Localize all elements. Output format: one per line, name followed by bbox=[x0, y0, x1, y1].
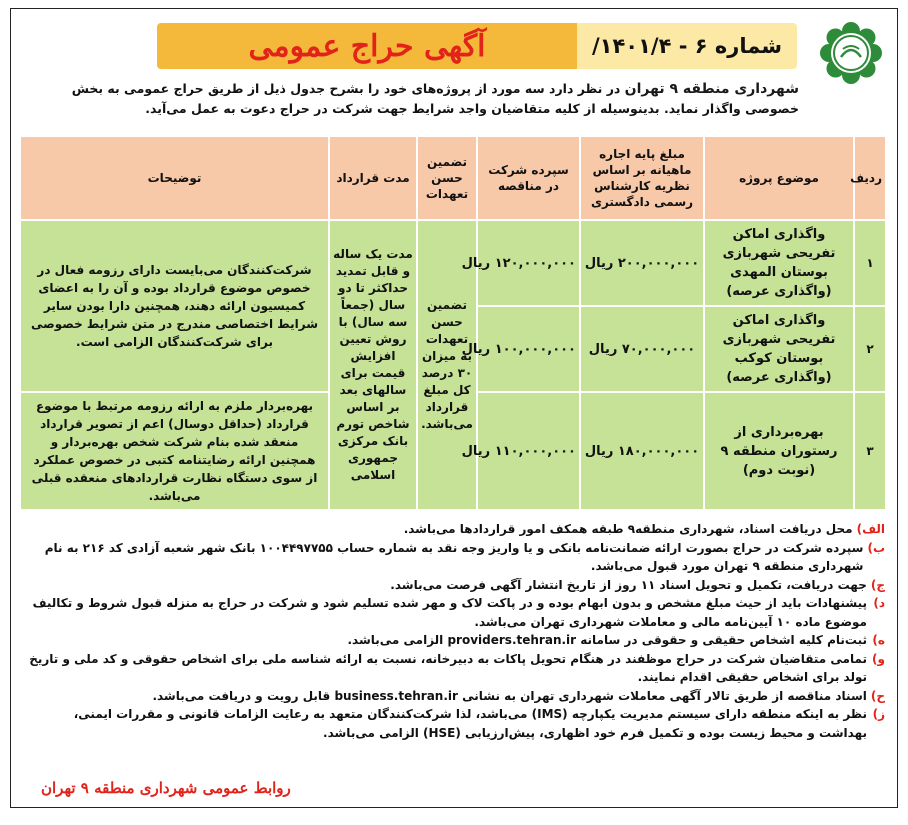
base-rent-value: ۲۰۰,۰۰۰,۰۰۰ ریال bbox=[580, 220, 704, 306]
header-deposit: سپرده شرکت در مناقصه bbox=[477, 136, 580, 220]
condition-item bbox=[23, 576, 885, 595]
condition-text: ثبت‌نام کلیه اشخاص حقیقی و حقوقی در سامانه providers.tehran.ir الزامی می‌باشد. bbox=[347, 633, 867, 647]
organization-name: شهرداری منطقه ۹ تهران bbox=[624, 81, 799, 97]
intro-text: در نظر دارد سه مورد از پروژه‌های خود را بشرح جدول ذیل از طریق حراج عمومی به بخش خصوصی واگذار نماید. بدینوسیله از کلیه متقاضیان واجد شرایط جهت شرکت در حراج دعوت به عمل می‌آید. bbox=[71, 81, 799, 116]
condition-letter: ز) bbox=[872, 707, 885, 721]
condition-text: پیشنهادات باید از حیث مبلغ مشخص و بدون ابهام بوده و در پاکت لاک و مهر شده تسلیم شود و شرکت در حراج به منزله قبول شروط و تکالیف موضوع ماده ۱۰ آیین‌نامه مالی و معاملات شهرداری تهران می‌باشد. bbox=[32, 596, 867, 629]
condition-item bbox=[23, 594, 885, 631]
row-number: ۲ bbox=[854, 306, 886, 392]
condition-text: محل دریافت اسناد، شهرداری منطقه۹ طبقه همکف امور قراردادها می‌باشد. bbox=[403, 522, 853, 536]
condition-text: تمامی متقاضیان شرکت در حراج موظفند در هنگام تحویل پاکات به دبیرخانه، نسبت به ارائه شناسه ملی برای اشخاص حقوقی و کد ملی و تاریخ تولد برای اشخاص حقیقی اقدام نمایند. bbox=[29, 651, 867, 684]
intro-paragraph bbox=[21, 79, 799, 119]
header-duration: مدت قرارداد bbox=[329, 136, 417, 220]
header-subject: موضوع پروژه bbox=[704, 136, 854, 220]
base-rent-value: ۷۰,۰۰۰,۰۰۰ ریال bbox=[580, 306, 704, 392]
condition-letter: د) bbox=[873, 596, 885, 610]
guarantee-cell: تضمین حسن تعهدات به میزان ۳۰ درصد کل مبلغ قرارداد می‌باشد. bbox=[417, 220, 477, 510]
condition-text: نظر به اینکه منطقه دارای سیستم مدیریت یکپارچه (IMS) می‌باشد، لذا شرکت‌کنندگان متعهد به رعایت الزامات قانونی و مقررات ایمنی، بهداشت و محیط زیست بوده و تکمیل فرم خود اظهاری، پیش‌ارزیابی (HSE) الزامی می‌باشد. bbox=[73, 707, 867, 740]
deposit-value: ۱۲۰,۰۰۰,۰۰۰ ریال bbox=[477, 220, 580, 306]
table-header-row bbox=[20, 136, 886, 220]
table-row bbox=[20, 220, 886, 306]
ad-number: شماره ۶ - ۱۴۰۱/۴/ bbox=[577, 23, 797, 69]
condition-item bbox=[23, 650, 885, 687]
project-subject: واگذاری اماکن تفریحی شهربازی بوستان المهدی (واگذاری عرصه) bbox=[704, 220, 854, 306]
page-title: آگهی حراج عمومی bbox=[157, 23, 577, 69]
notes-cell-1: شرکت‌کنندگان می‌بایست دارای رزومه فعال در خصوص موضوع قرارداد بوده و آن را به اعضای کمیسیون ارائه دهند، همچنین دارا بودن سایر شرایط اختصاصی مندرج در متن شرایط خصوصی برای شرکت‌کنندگان الزامی است. bbox=[20, 220, 329, 392]
notes-cell-2: بهره‌بردار ملزم به ارائه رزومه مرتبط با موضوع قرارداد (حداقل دوسال) اعم از تصویر قرارداد منعقد شده بنام شرکت شخص بهره‌بردار و همچنین ارائه رضایتنامه کتبی در خصوص عملکرد از سوی دستگاه نظارت قراردادهای منعقده قبلی می‌باشد. bbox=[20, 392, 329, 510]
condition-item bbox=[23, 520, 885, 539]
project-subject: واگذاری اماکن تفریحی شهربازی بوستان کوکب (واگذاری عرصه) bbox=[704, 306, 854, 392]
duration-cell: مدت یک ساله و قابل تمدید حداکثر تا دو سال (جمعاً سه سال) با روش تعیین افزایش قیمت برای سالهای بعد بر اساس شاخص تورم بانک مرکزی جمهوری اسلامی bbox=[329, 220, 417, 510]
footer-signature: روابط عمومی شهرداری منطقه ۹ تهران bbox=[41, 779, 291, 797]
condition-item bbox=[23, 705, 885, 742]
header-guarantee: تضمین حسن تعهدات bbox=[417, 136, 477, 220]
condition-item bbox=[23, 687, 885, 706]
conditions-list bbox=[23, 520, 885, 742]
condition-item bbox=[23, 539, 885, 576]
advertisement-page bbox=[10, 8, 898, 808]
condition-letter: ج) bbox=[870, 577, 885, 592]
condition-item bbox=[23, 631, 885, 650]
projects-table bbox=[19, 135, 887, 511]
row-number: ۳ bbox=[854, 392, 886, 510]
condition-text: جهت دریافت، تکمیل و تحویل اسناد ۱۱ روز از تاریخ انتشار آگهی فرصت می‌باشد. bbox=[390, 577, 867, 592]
condition-text: سپرده شرکت در حراج بصورت ارائه ضمانت‌نامه بانکی و یا واریز وجه نقد به شماره حساب ۱۰۰۴۴۹۷۷۵۵ بانک شهر شعبه آزادی کد ۲۱۶ به نام شهرداری منطقه ۹ تهران مورد قبول می‌باشد. bbox=[44, 540, 864, 573]
condition-letter: الف) bbox=[856, 522, 885, 536]
deposit-value: ۱۰۰,۰۰۰,۰۰۰ ریال bbox=[477, 306, 580, 392]
row-number: ۱ bbox=[854, 220, 886, 306]
condition-letter: و) bbox=[872, 651, 885, 666]
condition-text: اسناد مناقصه از طریق تالار آگهی معاملات شهرداری تهران به نشانی business.tehran.ir قابل رویت و دریافت می‌باشد. bbox=[152, 688, 867, 703]
header-notes: توضیحات bbox=[20, 136, 329, 220]
deposit-value: ۱۱۰,۰۰۰,۰۰۰ ریال bbox=[477, 392, 580, 510]
header-base-rent: مبلغ پایه اجاره ماهیانه بر اساس نظریه کارشناس رسمی دادگستری bbox=[580, 136, 704, 220]
project-subject: بهره‌برداری از رستوران منطقه ۹ (نوبت دوم) bbox=[704, 392, 854, 510]
condition-letter: ه) bbox=[872, 633, 885, 647]
title-banner bbox=[157, 23, 797, 69]
condition-letter: ب) bbox=[867, 540, 885, 555]
condition-letter: ح) bbox=[870, 688, 885, 703]
header-row-number: ردیف bbox=[854, 136, 886, 220]
base-rent-value: ۱۸۰,۰۰۰,۰۰۰ ریال bbox=[580, 392, 704, 510]
municipality-logo-icon bbox=[817, 19, 885, 87]
